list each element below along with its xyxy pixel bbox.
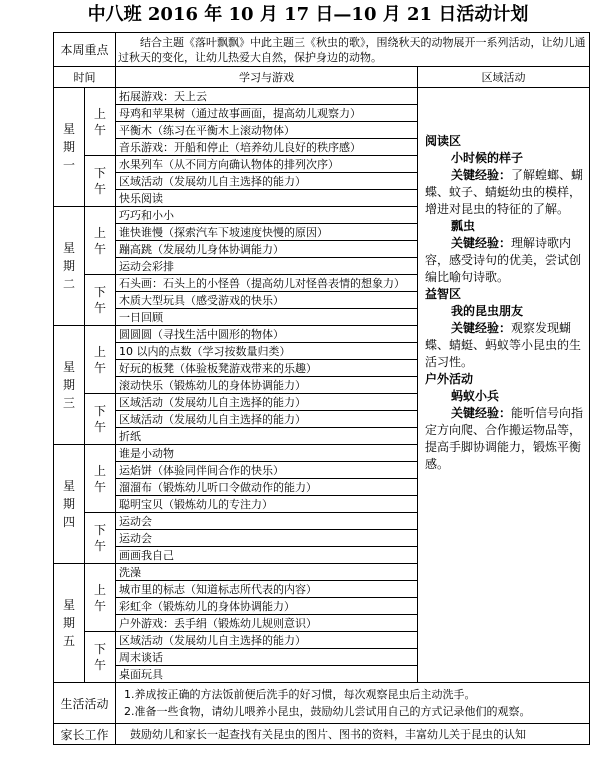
activity-cell: 一日回顾: [116, 309, 418, 326]
afternoon-label: 下 午: [85, 156, 116, 207]
activity-cell: 拓展游戏：天上云: [116, 88, 418, 105]
activity-cell: 滚动快乐（锻炼幼儿的身体协调能力）: [116, 377, 418, 394]
activity-cell: 蹦高跳（发展幼儿身体协调能力）: [116, 241, 418, 258]
key-label: 关键经验：: [451, 406, 512, 420]
key-label: 关键经验：: [451, 321, 512, 335]
activity-cell: 区域活动（发展幼儿自主选择的能力）: [116, 411, 418, 428]
day-label: 星 期 二: [54, 207, 85, 326]
afternoon-label: 下 午: [85, 394, 116, 445]
plan-table: [53, 32, 590, 745]
key-experience: [425, 167, 584, 218]
day-label: 星 期 五: [54, 564, 85, 683]
key-label: 关键经验：: [451, 168, 512, 182]
activity-cell: 聪明宝贝（锻炼幼儿的专注力）: [116, 496, 418, 513]
activity-cell: 区域活动（发展幼儿自主选择的能力）: [116, 394, 418, 411]
key-experience: [425, 320, 584, 371]
activity-cell: 户外游戏：丢手绢（锻炼幼儿规则意识）: [116, 615, 418, 632]
activity-cell: 区域活动（发展幼儿自主选择的能力）: [116, 173, 418, 190]
activity-cell: 水果列车（从不同方向确认物体的排列次序）: [116, 156, 418, 173]
life-row: [54, 683, 590, 724]
key-text: 能听信号向指定方向爬、合作搬运物品等，提高手脚协调能力，锻炼平衡感。: [425, 406, 584, 471]
life-label: 生活活动: [54, 683, 116, 724]
activity-cell: 快乐阅读: [116, 190, 418, 207]
focus-row: [54, 33, 590, 67]
activity-cell: 运动会: [116, 530, 418, 547]
key-text: 观察发现蝴蝶、蜻蜓、蚂蚁等小昆虫的生活习性。: [425, 321, 582, 369]
activity-cell: 谁是小动物: [116, 445, 418, 462]
activity-cell: 圆圆圆（寻找生活中圆形的物体）: [116, 326, 418, 343]
day-label: 星 期 四: [54, 445, 85, 564]
book-title: 小时候的样子: [451, 151, 524, 165]
header-area: 区域活动: [418, 67, 590, 88]
morning-label: 上 午: [85, 88, 116, 156]
parent-text: 鼓励幼儿和家长一起查找有关昆虫的图片、图书的资料，丰富幼儿关于昆虫的认知: [116, 724, 590, 745]
activity-cell: 音乐游戏：开船和停止（培养幼儿良好的秩序感）: [116, 139, 418, 156]
activity-cell: 周末谈话: [116, 649, 418, 666]
activity-cell: 区域活动（发展幼儿自主选择的能力）: [116, 632, 418, 649]
activity-cell: 谁快谁慢（探索汽车下坡速度快慢的原因）: [116, 224, 418, 241]
morning-label: 上 午: [85, 207, 116, 275]
header-time: 时间: [54, 67, 116, 88]
key-text: 了解蝗螂、蝴蝶、蚊子、蜻蜓幼虫的模样，增进对昆虫的特征的了解。: [425, 168, 584, 216]
activity-cell: 平衡木（练习在平衡木上滚动物体）: [116, 122, 418, 139]
key-experience: [425, 235, 584, 286]
activity-row: [54, 88, 590, 105]
activity-cell: 石头画：石头上的小怪兽（提高幼儿对怪兽表情的想象力）: [116, 275, 418, 292]
book-title: 蚂蚁小兵: [451, 389, 500, 403]
activity-cell: 折纸: [116, 428, 418, 445]
area-activities: [418, 88, 590, 683]
zone-reading: 阅读区: [425, 134, 462, 148]
activity-cell: 木质大型玩具（感受游戏的快乐）: [116, 292, 418, 309]
key-experience: [425, 405, 584, 473]
activity-cell: 彩虹伞（锻炼幼儿的身体协调能力）: [116, 598, 418, 615]
activity-cell: 运焰饼（体验同伴间合作的快乐）: [116, 462, 418, 479]
key-text: 理解诗歌内容，感受诗句的优美，尝试创编比喻句诗歌。: [425, 236, 582, 284]
header-learn: 学习与游戏: [116, 67, 418, 88]
activity-cell: 画画我自己: [116, 547, 418, 564]
activity-cell: 桌面玩具: [116, 666, 418, 683]
page-title: 中八班 2016 年 10 月 17 日—10 月 21 日活动计划: [87, 4, 529, 25]
key-label: 关键经验：: [451, 236, 512, 250]
zone-puzzle: 益智区: [425, 287, 462, 301]
morning-label: 上 午: [85, 445, 116, 513]
book-title: 我的昆虫朋友: [451, 304, 524, 318]
zone-outdoor: 户外活动: [425, 372, 474, 386]
afternoon-label: 下 午: [85, 513, 116, 564]
focus-text: 结合主题《落叶飘飘》中此主题三《秋虫的歌》，围绕秋天的动物展开一系列活动，让幼儿通过秋天的变化，让幼儿热爱大自然，保护身边的动物。: [116, 33, 590, 67]
life-line-1: 1.养成按正确的方法饭前便后洗手的好习惯，每次观察昆虫后主动洗手。: [124, 688, 476, 701]
header-row: [54, 67, 590, 88]
life-line-2: 2.准备一些食物，请幼儿喂养小昆虫，鼓励幼儿尝试用自己的方式记录他们的观察。: [124, 705, 531, 718]
activity-cell: 洗澡: [116, 564, 418, 581]
activity-cell: 好玩的板凳（体验板凳游戏带来的乐趣）: [116, 360, 418, 377]
afternoon-label: 下 午: [85, 632, 116, 683]
morning-label: 上 午: [85, 326, 116, 394]
activity-cell: 溜溜布（锻炼幼儿听口令做动作的能力）: [116, 479, 418, 496]
activity-cell: 母鸡和苹果树（通过故事画面，提高幼儿观察力）: [116, 105, 418, 122]
day-label: 星 期 一: [54, 88, 85, 207]
activity-cell: 运动会彩排: [116, 258, 418, 275]
activity-cell: 城市里的标志（知道标志所代表的内容）: [116, 581, 418, 598]
day-label: 星 期 三: [54, 326, 85, 445]
parent-label: 家长工作: [54, 724, 116, 745]
activity-cell: 运动会: [116, 513, 418, 530]
focus-label: 本周重点: [54, 33, 116, 67]
book-title: 瓢虫: [451, 219, 476, 233]
activity-cell: 10 以内的点数（学习按数量归类）: [116, 343, 418, 360]
morning-label: 上 午: [85, 564, 116, 632]
afternoon-label: 下 午: [85, 275, 116, 326]
parent-row: [54, 724, 590, 745]
activity-cell: 巧巧和小小: [116, 207, 418, 224]
